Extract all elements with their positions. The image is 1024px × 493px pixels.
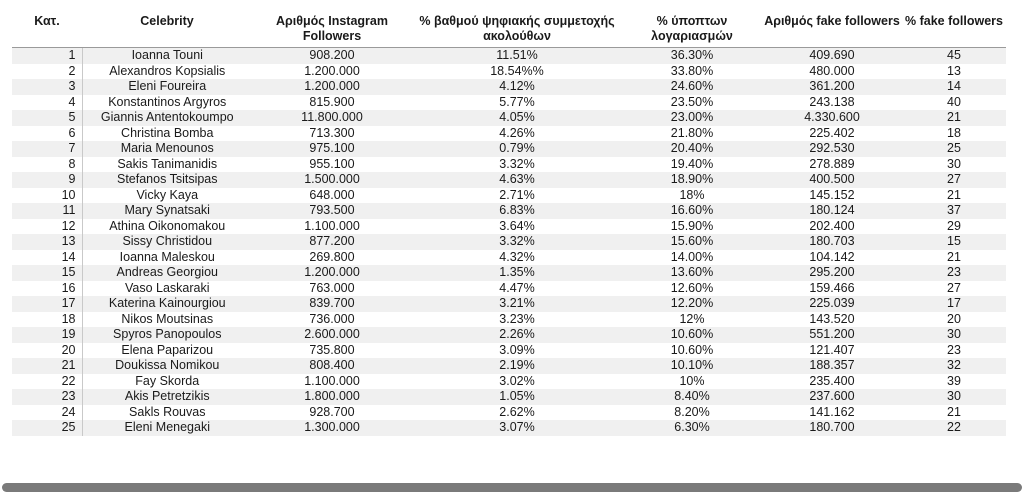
instagram-followers-cell: 1.200.000	[252, 265, 412, 281]
fake-followers-percent-cell: 22	[902, 420, 1006, 436]
fake-followers-count-cell: 141.162	[762, 405, 902, 421]
engagement-rate-cell: 3.02%	[412, 374, 622, 390]
table-row	[12, 79, 1006, 95]
data-table-container	[12, 14, 1006, 436]
engagement-rate-cell: 4.47%	[412, 281, 622, 297]
instagram-followers-cell: 793.500	[252, 203, 412, 219]
celebrity-cell: Konstantinos Argyros	[82, 95, 252, 111]
fake-followers-count-cell: 159.466	[762, 281, 902, 297]
rank-cell: 2	[12, 64, 82, 80]
celebrity-cell: Eleni Foureira	[82, 79, 252, 95]
suspicious-accounts-cell: 12.20%	[622, 296, 762, 312]
rank-cell: 10	[12, 188, 82, 204]
celebrity-fake-followers-table	[12, 14, 1006, 436]
suspicious-accounts-cell: 10.60%	[622, 343, 762, 359]
engagement-rate-cell: 4.32%	[412, 250, 622, 266]
celebrity-cell: Fay Skorda	[82, 374, 252, 390]
fake-followers-percent-cell: 27	[902, 172, 1006, 188]
table-row	[12, 188, 1006, 204]
engagement-rate-cell: 2.62%	[412, 405, 622, 421]
fake-followers-count-cell: 225.402	[762, 126, 902, 142]
table-row	[12, 405, 1006, 421]
instagram-followers-cell: 736.000	[252, 312, 412, 328]
header-suspicious-accounts: % ύποπτων λογαριασμών	[622, 14, 762, 48]
suspicious-accounts-cell: 23.00%	[622, 110, 762, 126]
instagram-followers-cell: 975.100	[252, 141, 412, 157]
celebrity-cell: Vaso Laskaraki	[82, 281, 252, 297]
instagram-followers-cell: 1.500.000	[252, 172, 412, 188]
engagement-rate-cell: 4.63%	[412, 172, 622, 188]
suspicious-accounts-cell: 18%	[622, 188, 762, 204]
celebrity-cell: Nikos Moutsinas	[82, 312, 252, 328]
rank-cell: 16	[12, 281, 82, 297]
table-row	[12, 110, 1006, 126]
rank-cell: 6	[12, 126, 82, 142]
fake-followers-count-cell: 180.700	[762, 420, 902, 436]
engagement-rate-cell: 1.05%	[412, 389, 622, 405]
table-row	[12, 64, 1006, 80]
table-row	[12, 172, 1006, 188]
fake-followers-count-cell: 188.357	[762, 358, 902, 374]
suspicious-accounts-cell: 15.60%	[622, 234, 762, 250]
suspicious-accounts-cell: 10.60%	[622, 327, 762, 343]
rank-cell: 12	[12, 219, 82, 235]
suspicious-accounts-cell: 19.40%	[622, 157, 762, 173]
rank-cell: 1	[12, 48, 82, 64]
engagement-rate-cell: 2.26%	[412, 327, 622, 343]
table-row	[12, 126, 1006, 142]
header-rank: Κατ.	[12, 14, 82, 48]
rank-cell: 17	[12, 296, 82, 312]
fake-followers-percent-cell: 40	[902, 95, 1006, 111]
fake-followers-count-cell: 278.889	[762, 157, 902, 173]
fake-followers-percent-cell: 32	[902, 358, 1006, 374]
fake-followers-percent-cell: 13	[902, 64, 1006, 80]
fake-followers-percent-cell: 30	[902, 327, 1006, 343]
engagement-rate-cell: 2.19%	[412, 358, 622, 374]
fake-followers-count-cell: 361.200	[762, 79, 902, 95]
rank-cell: 13	[12, 234, 82, 250]
fake-followers-percent-cell: 21	[902, 110, 1006, 126]
table-row	[12, 420, 1006, 436]
table-row	[12, 141, 1006, 157]
instagram-followers-cell: 1.200.000	[252, 64, 412, 80]
suspicious-accounts-cell: 13.60%	[622, 265, 762, 281]
table-row	[12, 250, 1006, 266]
fake-followers-count-cell: 104.142	[762, 250, 902, 266]
engagement-rate-cell: 1.35%	[412, 265, 622, 281]
instagram-followers-cell: 1.300.000	[252, 420, 412, 436]
instagram-followers-cell: 877.200	[252, 234, 412, 250]
instagram-followers-cell: 815.900	[252, 95, 412, 111]
rank-cell: 22	[12, 374, 82, 390]
rank-cell: 18	[12, 312, 82, 328]
suspicious-accounts-cell: 8.20%	[622, 405, 762, 421]
header-row	[12, 14, 1006, 48]
suspicious-accounts-cell: 36.30%	[622, 48, 762, 64]
suspicious-accounts-cell: 24.60%	[622, 79, 762, 95]
rank-cell: 25	[12, 420, 82, 436]
fake-followers-percent-cell: 37	[902, 203, 1006, 219]
fake-followers-percent-cell: 25	[902, 141, 1006, 157]
instagram-followers-cell: 1.800.000	[252, 389, 412, 405]
table-row	[12, 358, 1006, 374]
fake-followers-count-cell: 292.530	[762, 141, 902, 157]
instagram-followers-cell: 928.700	[252, 405, 412, 421]
instagram-followers-cell: 1.100.000	[252, 219, 412, 235]
header-fake-followers-count: Αριθμός fake followers	[762, 14, 902, 48]
instagram-followers-cell: 735.800	[252, 343, 412, 359]
fake-followers-count-cell: 243.138	[762, 95, 902, 111]
table-row	[12, 48, 1006, 64]
fake-followers-percent-cell: 20	[902, 312, 1006, 328]
instagram-followers-cell: 1.200.000	[252, 79, 412, 95]
suspicious-accounts-cell: 6.30%	[622, 420, 762, 436]
celebrity-cell: Athina Oikonomakou	[82, 219, 252, 235]
suspicious-accounts-cell: 8.40%	[622, 389, 762, 405]
header-celebrity: Celebrity	[82, 14, 252, 48]
table-row	[12, 281, 1006, 297]
fake-followers-percent-cell: 18	[902, 126, 1006, 142]
celebrity-cell: Christina Bomba	[82, 126, 252, 142]
header-engagement-rate: % βαθμού ψηφιακής συμμετοχής ακολούθων	[412, 14, 622, 48]
fake-followers-percent-cell: 14	[902, 79, 1006, 95]
celebrity-cell: Andreas Georgiou	[82, 265, 252, 281]
celebrity-cell: Ioanna Touni	[82, 48, 252, 64]
celebrity-cell: Akis Petretzikis	[82, 389, 252, 405]
header-fake-followers-percent: % fake followers	[902, 14, 1006, 48]
celebrity-cell: Maria Menounos	[82, 141, 252, 157]
fake-followers-percent-cell: 21	[902, 405, 1006, 421]
rank-cell: 3	[12, 79, 82, 95]
engagement-rate-cell: 5.77%	[412, 95, 622, 111]
fake-followers-count-cell: 145.152	[762, 188, 902, 204]
instagram-followers-cell: 269.800	[252, 250, 412, 266]
fake-followers-count-cell: 235.400	[762, 374, 902, 390]
engagement-rate-cell: 4.12%	[412, 79, 622, 95]
instagram-followers-cell: 808.400	[252, 358, 412, 374]
fake-followers-percent-cell: 30	[902, 389, 1006, 405]
suspicious-accounts-cell: 21.80%	[622, 126, 762, 142]
engagement-rate-cell: 4.05%	[412, 110, 622, 126]
suspicious-accounts-cell: 15.90%	[622, 219, 762, 235]
table-row	[12, 265, 1006, 281]
fake-followers-count-cell: 180.124	[762, 203, 902, 219]
engagement-rate-cell: 2.71%	[412, 188, 622, 204]
fake-followers-percent-cell: 29	[902, 219, 1006, 235]
suspicious-accounts-cell: 10%	[622, 374, 762, 390]
fake-followers-count-cell: 225.039	[762, 296, 902, 312]
fake-followers-count-cell: 409.690	[762, 48, 902, 64]
celebrity-cell: Katerina Kainourgiou	[82, 296, 252, 312]
suspicious-accounts-cell: 18.90%	[622, 172, 762, 188]
instagram-followers-cell: 908.200	[252, 48, 412, 64]
rank-cell: 9	[12, 172, 82, 188]
fake-followers-count-cell: 121.407	[762, 343, 902, 359]
suspicious-accounts-cell: 20.40%	[622, 141, 762, 157]
celebrity-cell: Vicky Kaya	[82, 188, 252, 204]
instagram-followers-cell: 763.000	[252, 281, 412, 297]
suspicious-accounts-cell: 12%	[622, 312, 762, 328]
rank-cell: 7	[12, 141, 82, 157]
fake-followers-percent-cell: 21	[902, 188, 1006, 204]
table-row	[12, 95, 1006, 111]
engagement-rate-cell: 18.54%%	[412, 64, 622, 80]
table-row	[12, 327, 1006, 343]
engagement-rate-cell: 0.79%	[412, 141, 622, 157]
fake-followers-count-cell: 202.400	[762, 219, 902, 235]
table-row	[12, 312, 1006, 328]
fake-followers-count-cell: 237.600	[762, 389, 902, 405]
fake-followers-count-cell: 480.000	[762, 64, 902, 80]
celebrity-cell: Doukissa Nomikou	[82, 358, 252, 374]
rank-cell: 23	[12, 389, 82, 405]
suspicious-accounts-cell: 23.50%	[622, 95, 762, 111]
rank-cell: 14	[12, 250, 82, 266]
celebrity-cell: Sakls Rouvas	[82, 405, 252, 421]
table-row	[12, 157, 1006, 173]
rank-cell: 8	[12, 157, 82, 173]
fake-followers-count-cell: 295.200	[762, 265, 902, 281]
table-row	[12, 203, 1006, 219]
fake-followers-count-cell: 143.520	[762, 312, 902, 328]
fake-followers-count-cell: 4.330.600	[762, 110, 902, 126]
rank-cell: 19	[12, 327, 82, 343]
table-row	[12, 234, 1006, 250]
instagram-followers-cell: 955.100	[252, 157, 412, 173]
suspicious-accounts-cell: 10.10%	[622, 358, 762, 374]
table-row	[12, 374, 1006, 390]
fake-followers-percent-cell: 27	[902, 281, 1006, 297]
rank-cell: 21	[12, 358, 82, 374]
fake-followers-percent-cell: 23	[902, 343, 1006, 359]
instagram-followers-cell: 1.100.000	[252, 374, 412, 390]
engagement-rate-cell: 3.32%	[412, 234, 622, 250]
engagement-rate-cell: 3.23%	[412, 312, 622, 328]
suspicious-accounts-cell: 33.80%	[622, 64, 762, 80]
engagement-rate-cell: 4.26%	[412, 126, 622, 142]
fake-followers-percent-cell: 45	[902, 48, 1006, 64]
fake-followers-percent-cell: 23	[902, 265, 1006, 281]
engagement-rate-cell: 3.32%	[412, 157, 622, 173]
header-instagram-followers: Αριθμός Instagram Followers	[252, 14, 412, 48]
fake-followers-percent-cell: 21	[902, 250, 1006, 266]
table-body	[12, 48, 1006, 436]
instagram-followers-cell: 839.700	[252, 296, 412, 312]
celebrity-cell: Alexandros Kopsialis	[82, 64, 252, 80]
fake-followers-count-cell: 400.500	[762, 172, 902, 188]
engagement-rate-cell: 3.07%	[412, 420, 622, 436]
engagement-rate-cell: 6.83%	[412, 203, 622, 219]
suspicious-accounts-cell: 12.60%	[622, 281, 762, 297]
fake-followers-percent-cell: 30	[902, 157, 1006, 173]
celebrity-cell: Ioanna Maleskou	[82, 250, 252, 266]
rank-cell: 11	[12, 203, 82, 219]
rank-cell: 24	[12, 405, 82, 421]
instagram-followers-cell: 2.600.000	[252, 327, 412, 343]
instagram-followers-cell: 713.300	[252, 126, 412, 142]
instagram-followers-cell: 648.000	[252, 188, 412, 204]
celebrity-cell: Mary Synatsaki	[82, 203, 252, 219]
table-row	[12, 343, 1006, 359]
celebrity-cell: Sakis Tanimanidis	[82, 157, 252, 173]
rank-cell: 15	[12, 265, 82, 281]
rank-cell: 4	[12, 95, 82, 111]
engagement-rate-cell: 11.51%	[412, 48, 622, 64]
rank-cell: 5	[12, 110, 82, 126]
fake-followers-count-cell: 180.703	[762, 234, 902, 250]
instagram-followers-cell: 11.800.000	[252, 110, 412, 126]
celebrity-cell: Stefanos Tsitsipas	[82, 172, 252, 188]
suspicious-accounts-cell: 14.00%	[622, 250, 762, 266]
table-row	[12, 389, 1006, 405]
horizontal-scrollbar[interactable]	[2, 483, 1022, 492]
celebrity-cell: Sissy Christidou	[82, 234, 252, 250]
rank-cell: 20	[12, 343, 82, 359]
fake-followers-percent-cell: 17	[902, 296, 1006, 312]
fake-followers-count-cell: 551.200	[762, 327, 902, 343]
fake-followers-percent-cell: 39	[902, 374, 1006, 390]
table-row	[12, 219, 1006, 235]
celebrity-cell: Spyros Panopoulos	[82, 327, 252, 343]
fake-followers-percent-cell: 15	[902, 234, 1006, 250]
engagement-rate-cell: 3.64%	[412, 219, 622, 235]
celebrity-cell: Giannis Antentokoumpo	[82, 110, 252, 126]
suspicious-accounts-cell: 16.60%	[622, 203, 762, 219]
celebrity-cell: Elena Paparizou	[82, 343, 252, 359]
engagement-rate-cell: 3.21%	[412, 296, 622, 312]
celebrity-cell: Eleni Menegaki	[82, 420, 252, 436]
engagement-rate-cell: 3.09%	[412, 343, 622, 359]
table-row	[12, 296, 1006, 312]
